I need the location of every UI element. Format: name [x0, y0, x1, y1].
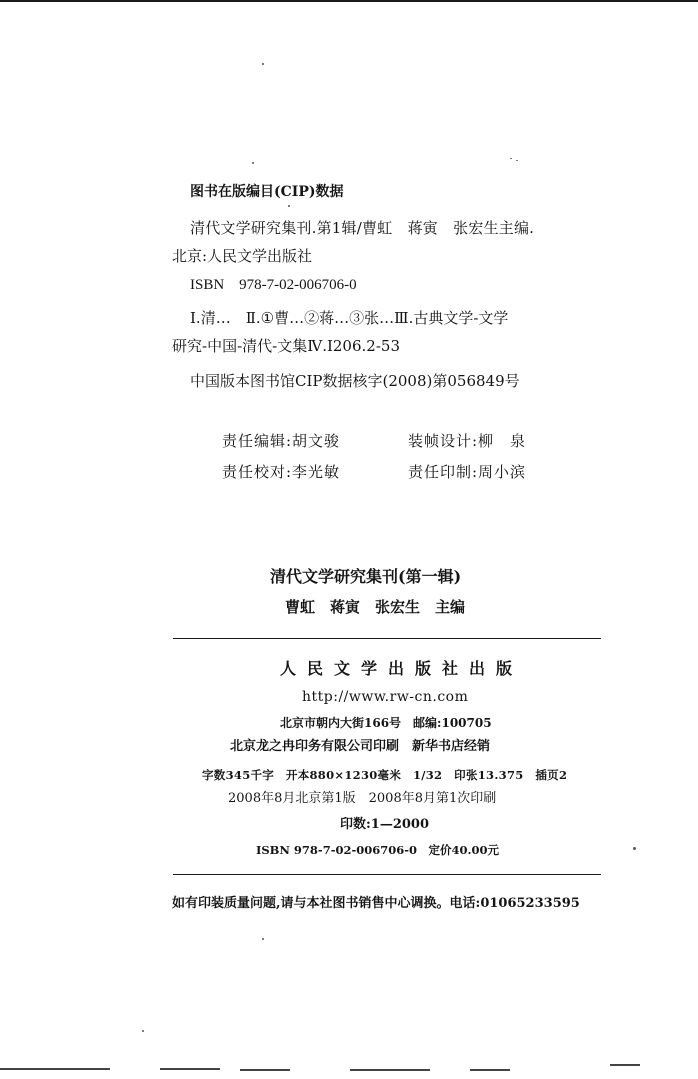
scan-speck: [516, 160, 518, 161]
book-editors: 曹虹 蒋寅 张宏生 主编: [285, 598, 466, 616]
cip-title-line: 清代文学研究集刊.第1辑/曹虹 蒋寅 张宏生主编.: [190, 219, 535, 237]
scan-bottom-mark: [470, 1069, 510, 1071]
responsible-printing: 责任印制:周小滨: [408, 463, 527, 481]
publisher-website: http://www.rw-cn.com: [302, 689, 469, 705]
scan-bottom-mark: [160, 1068, 220, 1070]
edition-info: 2008年8月北京第1版 2008年8月第1次印刷: [228, 791, 497, 806]
scan-speck: [252, 162, 254, 164]
print-run: 印数:1—2000: [340, 817, 430, 832]
publisher-address: 北京市朝内大街166号 邮编:100705: [280, 716, 492, 730]
cip-publisher-line: 北京:人民文学出版社: [172, 247, 313, 265]
scan-speck: [262, 938, 264, 940]
cip-subject-line: Ⅰ.清… Ⅱ.①曹…②蒋…③张…Ⅲ.古典文学-文学: [190, 309, 509, 327]
binding-designer: 装帧设计:柳 泉: [408, 432, 527, 450]
scan-speck: [510, 158, 512, 159]
scan-speck: [142, 1030, 144, 1032]
scan-bottom-mark: [610, 1064, 640, 1066]
quality-notice: 如有印装质量问题,请与本社图书销售中心调换。电话:01065233595: [172, 896, 580, 911]
responsible-proofreader: 责任校对:李光敏: [222, 463, 341, 481]
imprint-bottom-rule: [173, 874, 601, 875]
isbn-price: ISBN 978-7-02-006706-0 定价40.00元: [256, 843, 500, 857]
scan-bottom-mark: [0, 1068, 110, 1070]
book-title: 清代文学研究集刊(第一辑): [270, 567, 462, 586]
responsible-editor: 责任编辑:胡文骏: [222, 432, 341, 450]
scan-speck: [288, 205, 290, 207]
cip-classification-line: 研究-中国-清代-文集Ⅳ.I206.2-53: [172, 337, 400, 355]
cip-verification-line: 中国版本图书馆CIP数据核字(2008)第056849号: [190, 372, 520, 390]
scan-bottom-mark: [240, 1069, 290, 1071]
publisher-name: 人民文学出版社出版: [280, 659, 524, 678]
imprint-top-rule: [173, 638, 601, 639]
scan-speck: [262, 63, 264, 65]
printer-distributor: 北京龙之冉印务有限公司印刷 新华书店经销: [230, 739, 491, 754]
scan-speck: [633, 847, 636, 850]
cip-heading: 图书在版编目(CIP)数据: [190, 184, 344, 200]
cip-isbn-line: ISBN 978-7-02-006706-0: [190, 277, 357, 293]
scan-bottom-mark: [350, 1069, 430, 1071]
top-border-rule: [0, 0, 698, 2]
book-specs: 字数345千字 开本880×1230毫米 1/32 印张13.375 插页2: [202, 768, 568, 782]
